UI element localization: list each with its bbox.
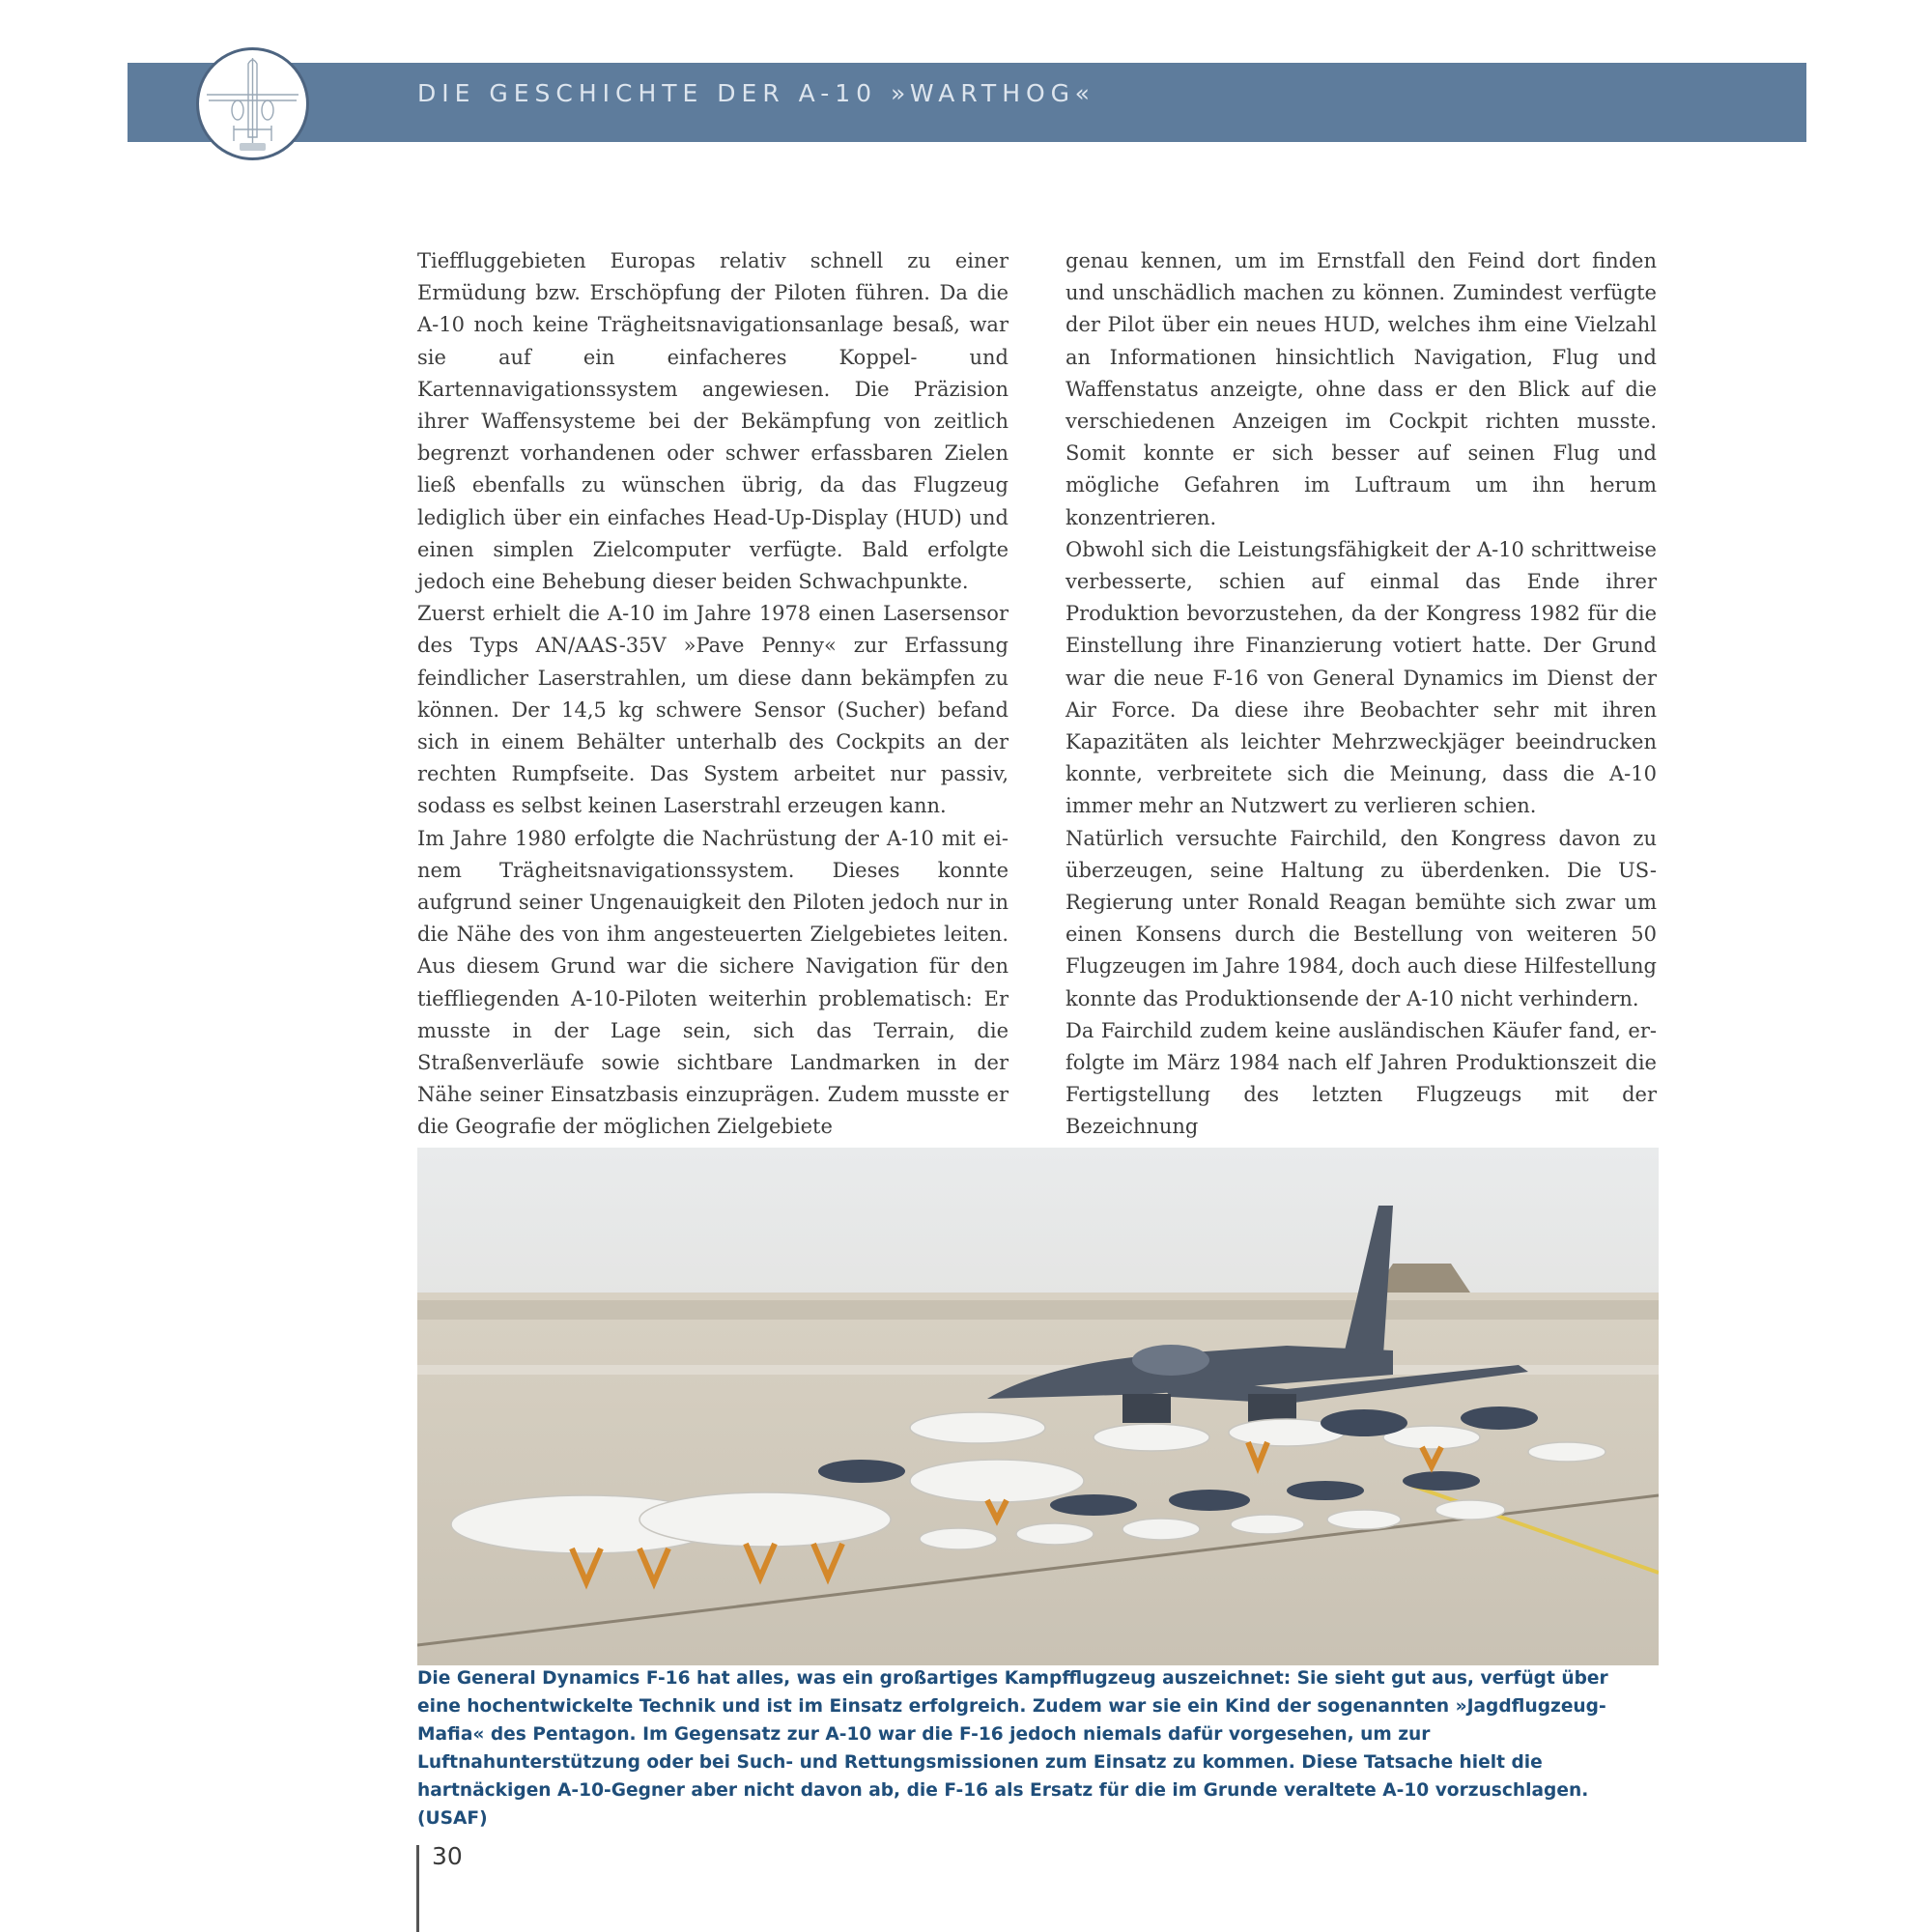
photo-caption: Die General Dynamics F-16 hat alles, was ein großartiges Kampfflugzeug auszeichnet: Sie sieht gut aus, verfügt über eine hochentwickelte Technik und ist im Einsatz erfolgreich. Zudem war sie ein Kind der sogenannten »Jagdflugzeug-Mafia« des Pentagon. Im Gegensatz zur A-10 war die F-16 jedoch niemals dafür vorgesehen, um zur Luftnahunterstützung oder bei Such- und Rettungsmissionen zum Einsatz zu kommen. Diese Tatsache hielt die hartnäckigen A-10-Gegner aber nicht davon ab, die F-16 als Ersatz für die im Grunde veraltete A-10 vorzuschlagen. (USAF) xyxy=(417,1668,1608,1829)
paragraph: genau kennen, um im Ernstfall den Feind dort finden und unschädlich machen zu können. Zumindest verfügte der Pilot über ein neues HUD, welches ihm eine Vielzahl an Informationen hinsichtlich Navigation, Flug und Waffenstatus anzeigte, ohne dass er den Blick auf die verschiedenen Anzeigen im Cockpit richten musste. Somit konnte er sich besser auf seinen Flug und mögliche Gefahren im Luftraum um ihn herum konzentrieren. xyxy=(1065,249,1657,529)
paragraph: Tieffluggebieten Europas relativ schnell zu einer Ermüdung bzw. Erschöpfung der Piloten führen. Da die A-10 noch keine Trägheitsnavigationsanlage besaß, war sie auf ein einfacheres Koppel- und Kartennavigationssystem angewiesen. Die Präzision ihrer Waffensysteme bei der Bekämpfung von zeitlich begrenzt vorhandenen oder schwer erfassbaren Zielen ließ ebenfalls zu wünschen übrig, da das Flugzeug lediglich über ein einfaches Head-Up-Display (HUD) und einen simplen Zielcomputer verfügte. Bald erfolgte jedoch eine Behebung dieser beiden Schwachpunkte. xyxy=(417,249,1009,594)
page-number: 30 xyxy=(432,1842,463,1870)
paragraph: Natürlich versuchte Fairchild, den Kongress davon zu überzeugen, seine Haltung zu überdenken. Die US-Regierung unter Ronald Reagan bemühte sich zwar um einen Konsens durch die Bestellung von weiteren 50 Flugzeugen im Jahre 1984, doch auch diese Hilfestellung konnte das Produktionsende der A-10 nicht verhindern. xyxy=(1065,826,1657,1010)
paragraph: Da Fairchild zudem keine ausländischen Käufer fand, erfolgte im März 1984 nach elf Jahren Produktionszeit die Fertigstellung des letzten Flugzeugs mit der Bezeichnung xyxy=(1065,1018,1657,1139)
right-text-column xyxy=(1065,245,1657,1144)
page-rule xyxy=(416,1845,419,1932)
paragraph: Im Jahre 1980 erfolgte die Nachrüstung der A-10 mit einem Trägheitsnavigationssystem. Dieses konnte aufgrund seiner Ungenauigkeit den Piloten jedoch nur in die Nähe des von ihm angesteuerten Zielgebietes leiten. Aus diesem Grund war die sichere Navigation für den tieffliegenden A-10-Piloten weiterhin problematisch: Er musste in der Lage sein, sich das Terrain, die Straßenverläufe sowie sichtbare Landmarken in der Nähe seiner Einsatzbasis einzuprägen. Zudem musste er die Geografie der möglichen Zielgebiete xyxy=(417,826,1009,1139)
aircraft-emblem-icon xyxy=(196,47,309,160)
paragraph: Zuerst erhielt die A-10 im Jahre 1978 einen Lasersensor des Typs AN/AAS-35V »Pave Penny« zur Erfassung feindlicher Laserstrahlen, um diese dann bekämpfen zu können. Der 14,5 kg schwere Sensor (Sucher) befand sich in einem Behälter unterhalb des Cockpits an der rechten Rumpfseite. Das System arbeitet nur passiv, sodass es selbst keinen Laserstrahl erzeugen kann. xyxy=(417,602,1009,818)
f16-weapons-display-photo xyxy=(417,1148,1659,1665)
paragraph: Obwohl sich die Leistungsfähigkeit der A-10 schrittweise verbesserte, schien auf einmal das Ende ihrer Produktion bevorzustehen, da der Kongress 1982 für die Einstellung ihre Finanzierung votiert hatte. Der Grund war die neue F-16 von General Dynamics im Dienst der Air Force. Da diese ihre Beobachter sehr mit ihren Kapazitäten als leichter Mehrzweckjäger beeindrucken konnte, verbreitete sich die Meinung, dass die A-10 immer mehr an Nutzwert zu verlieren schien. xyxy=(1065,537,1657,818)
chapter-title: DIE GESCHICHTE DER A-10 »WARTHOG« xyxy=(417,79,1095,107)
left-text-column xyxy=(417,245,1009,1144)
